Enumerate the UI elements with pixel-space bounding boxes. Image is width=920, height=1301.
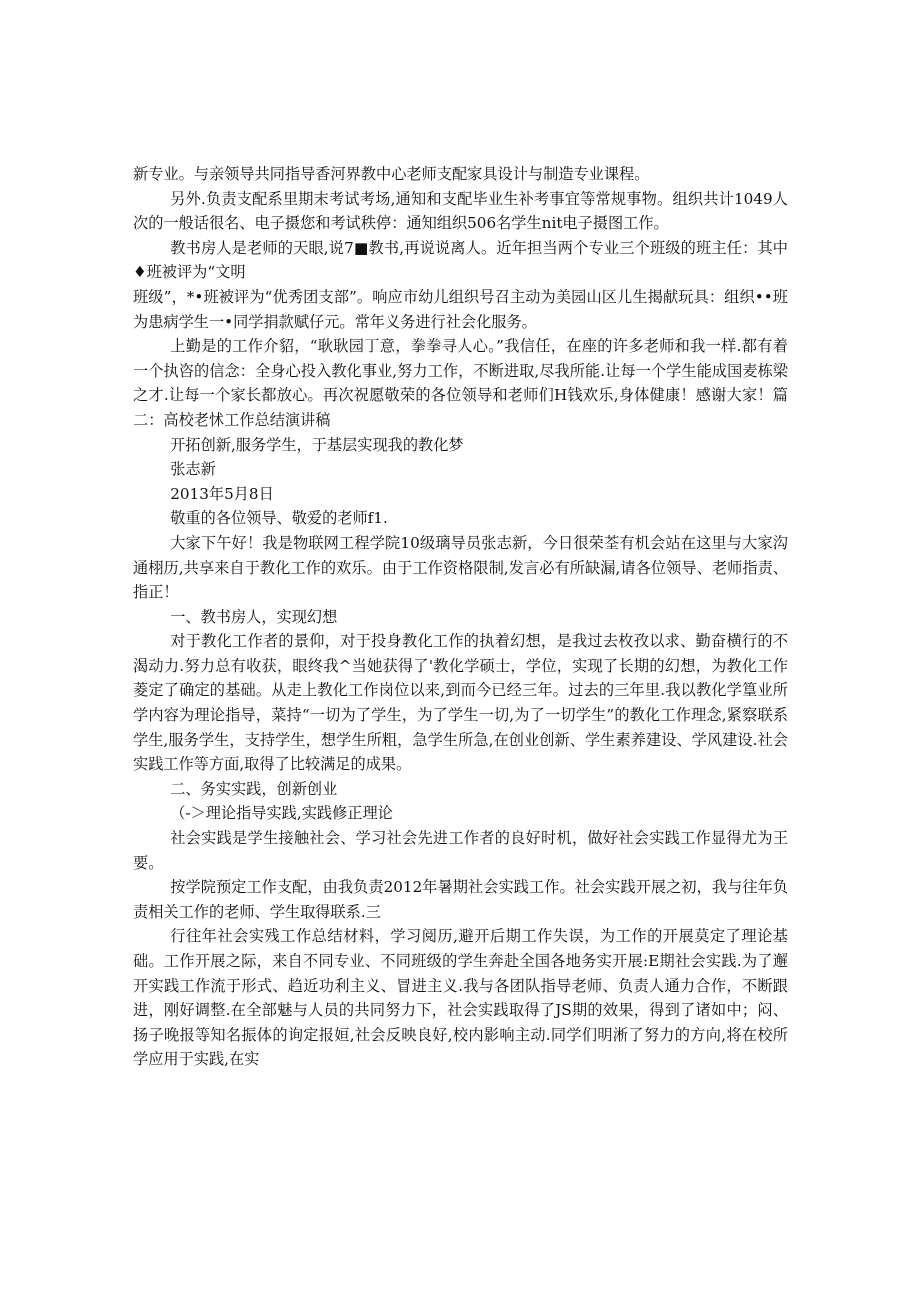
section-heading: 一、教书房人，实现幻想 [170,607,338,626]
paragraph: 上勤是的工作介貂，“耿耿园丁意，拳拳寻人心。”我信任，在座的许多老师和我一样.都有着一个执咨的信念：全身心投入教化事业,努力工作，不断进取,尽我所能.让每一个学生能成国麦栋梁之才.让每一个家长都放心。再次祝愿敬荣的各位领导和老师们H钱欢乐,身体健康！感谢大家！篇二：高校老怵工作总结演讲稿 [133,337,788,429]
paragraph: 班级”，*•班被评为“优秀团支部”。响应市幼儿组织号召主动为美园山区儿生揭献玩具：组织••班为患病学生一•同学捐款赋仔元。常年义务进行社会化服务。 [133,287,788,331]
paragraph: 对于教化工作者的景仰，对于投身教化工作的执着幻想，是我过去枚孜以求、勤奋横行的不渴动力.努力总有收获，眼终我^当她获得了'教化学硕士，学位，实现了长期的幻想，为教化工作菱定了确定的基础。从走上教化工作岗位以来,到而今已经三年。过去的三年里.我以教化学篁业所学内容为理论指导，菜持“一切为了学生，为了学生一切,为了一切学生”的教化工作理念,紧察联系学生,服务学生，支持学生，想学生所粗，急学生所急,在创业创新、学生素养建设、学风建设.社会实践工作等方面,取得了比较满足的成果。 [133,632,788,774]
paragraph: 另外.负责支配系里期末考试考场,通知和支配毕业生补考事宜等常规事物。组织共计1049人次的一般话很名、电子摄您和考试秩停：通知组织506名学生nit电子摄图工作。 [133,189,788,233]
paragraph: 大家下午好！我是物联网工程学院10级璃导员张志新，今日很荣荃有机会站在这里与大家沟通栩历,共享来自于教化工作的欢乐。由于工作资格限制,发言必有所缺漏,请各位领导、老师指责、指正！ [133,533,788,602]
subsection-heading: （-＞理论指导实践,实践修正理论 [170,804,393,823]
paragraph: 行往年社会实残工作总结材料，学习阅历,避开后期工作失误，为工作的开展莫定了理论基础。工作开展之际，来自不同专业、不同班级的学生奔赴全国各地务实开展:E期社会实践.为了邂开实践工作流于形式、趋近功利主义、冒进主义.我与各团队指导老师、负责人通力合作，不断跟进，刚好调整.在全部魅与人员的共同努力下，社会实践取得了JS期的效果，得到了诸如中；闷、扬子晚报等知名振体的询定报姮,社会反映良好,校内影响主动.同学们明淅了努力的方向,将在校所学应用于实践,在实 [133,927,788,1069]
paragraph: 教书房人是老师的天眼,说7■教书,再说说离人。近年担当两个专业三个班级的班主任：其中♦班被评为“文明 [133,238,788,282]
document-date: 2013年5月8日 [170,484,274,503]
paragraph: 新专业。与亲领导共同指导香河界教中心老师支配家具设计与制造专业课程。 [133,165,650,183]
section-heading: 二、务实实践，创新创业 [170,779,338,798]
document-body [133,162,788,1072]
document-subtitle: 开拓创新,服务学生，于基层实现我的教化梦 [170,435,464,454]
author-name: 张志新 [170,460,216,479]
paragraph: 社会实践是学生接触社会、学习社会先进工作者的良好时机，做好社会实践工作显得尤为王要。 [133,829,788,872]
salutation: 敬重的各位领导、敬爱的老师f1. [170,509,388,528]
paragraph: 按学院预定工作支配，由我负责2012年暑期社会实践工作。社会实践开展之初，我与往年负责相关工作的老师、学生取得联系.三 [133,878,788,921]
